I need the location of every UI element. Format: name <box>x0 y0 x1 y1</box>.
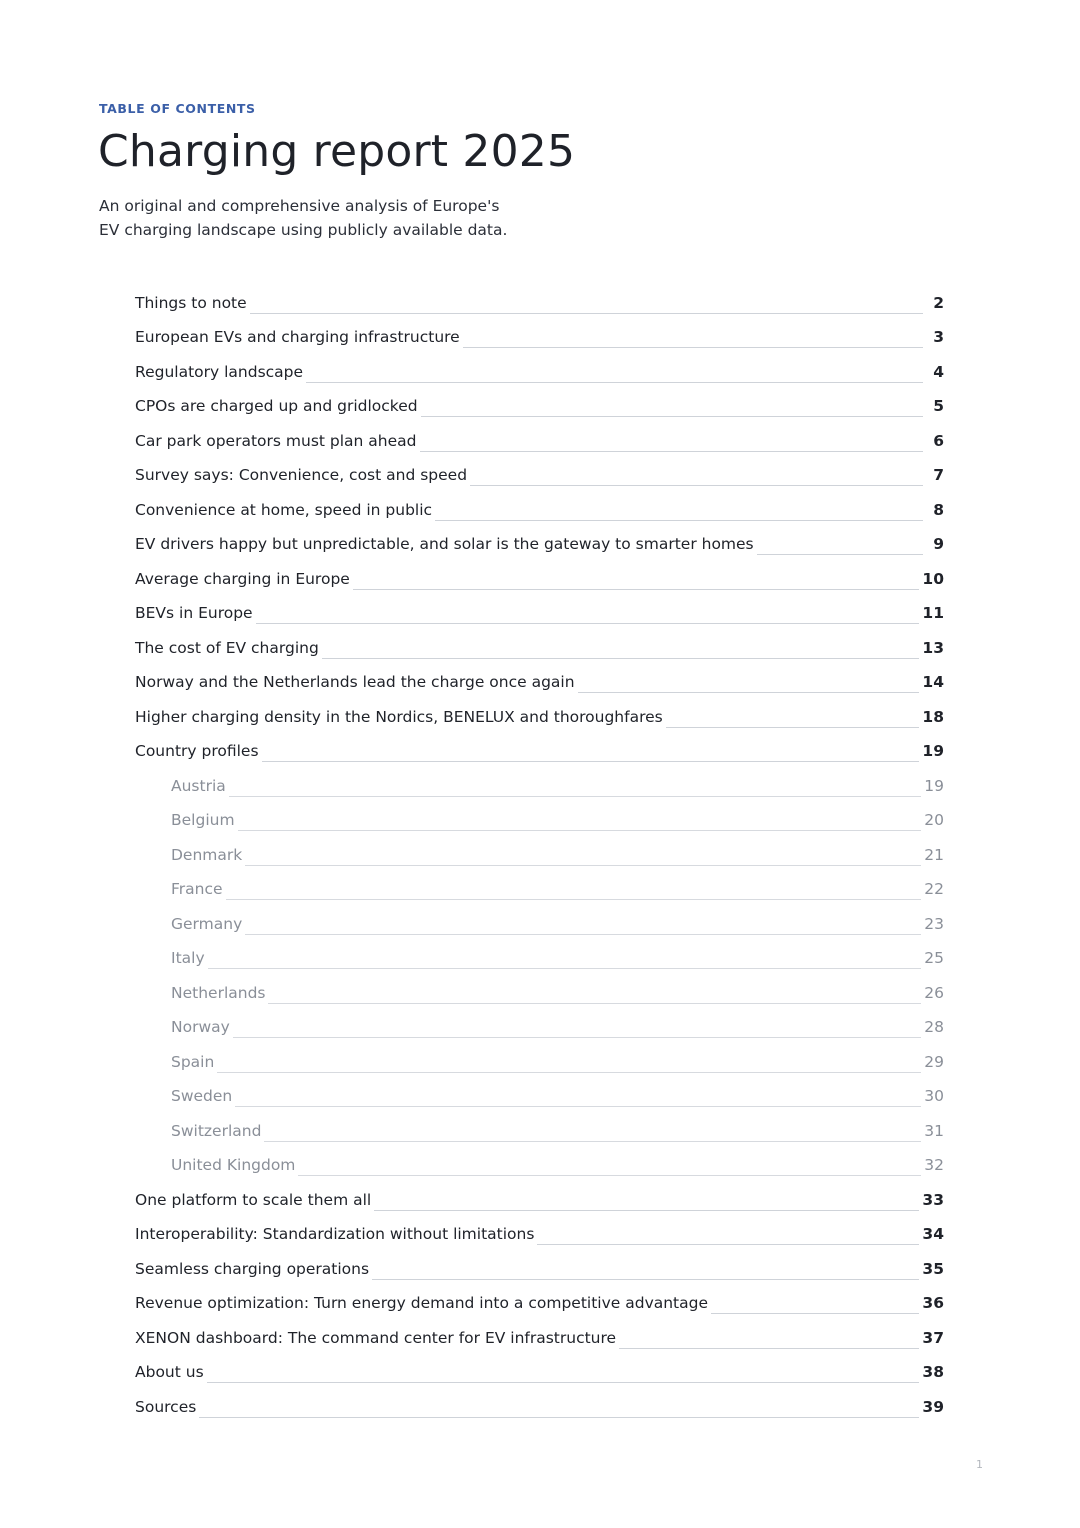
subtitle-line: EV charging landscape using publicly available data. <box>99 221 508 239</box>
section-kicker: TABLE OF CONTENTS <box>99 101 256 116</box>
toc-entry[interactable] <box>135 697 944 732</box>
toc-entry-label: BEVs in Europe <box>135 604 253 622</box>
toc-leader-line <box>233 1037 921 1038</box>
toc-page-number: 9 <box>933 535 944 553</box>
toc-page-number: 6 <box>933 431 944 450</box>
toc-entry-label: France <box>171 880 223 898</box>
toc-subentry[interactable] <box>135 1111 944 1146</box>
toc-subentry[interactable] <box>135 1042 944 1077</box>
toc-subentry[interactable] <box>135 766 944 801</box>
toc-entry-label: Convenience at home, speed in public <box>135 500 433 519</box>
toc-entry-label: Norway and the Netherlands lead the charge once again <box>135 673 575 691</box>
toc-entry[interactable] <box>135 1387 944 1422</box>
toc-leader-line <box>264 1141 921 1142</box>
toc-page-number: 20 <box>924 811 944 829</box>
toc-subentry[interactable] <box>135 1077 944 1112</box>
toc-leader-line <box>262 761 920 762</box>
toc-entry[interactable] <box>135 283 944 318</box>
toc-page-number: 34 <box>922 1225 944 1243</box>
toc-subentry[interactable] <box>135 801 944 836</box>
toc-entry[interactable] <box>135 1284 944 1319</box>
toc-entry-label: Things to note <box>135 293 247 312</box>
toc-entry-label: Germany <box>171 914 243 933</box>
toc-entry-label: Denmark <box>171 845 243 864</box>
toc-entry[interactable] <box>135 663 944 698</box>
toc-page-number: 31 <box>924 1121 944 1140</box>
table-of-contents <box>135 283 944 1422</box>
toc-subentry[interactable] <box>135 1008 944 1043</box>
toc-entry[interactable] <box>135 594 944 629</box>
toc-page-number: 14 <box>922 673 944 691</box>
toc-entry[interactable] <box>135 559 944 594</box>
toc-entry[interactable] <box>135 387 944 422</box>
toc-subentry[interactable] <box>135 1146 944 1181</box>
toc-entry-label: Revenue optimization: Turn energy demand into a competitive advantage <box>135 1294 709 1312</box>
toc-entry-label: Sources <box>135 1397 197 1416</box>
toc-leader-line <box>757 554 923 555</box>
toc-page-number: 5 <box>933 397 944 415</box>
toc-entry-label: Survey says: Convenience, cost and speed <box>135 466 468 484</box>
toc-leader-line <box>235 1106 921 1107</box>
toc-entry-label: Higher charging density in the Nordics, BENELUX and thoroughfares <box>135 707 663 726</box>
toc-entry-label: Regulatory landscape <box>135 362 304 381</box>
toc-leader-line <box>463 347 923 348</box>
toc-page-number: 32 <box>924 1156 944 1174</box>
toc-page-number: 36 <box>922 1294 944 1312</box>
toc-entry-label: European EVs and charging infrastructure <box>135 328 460 346</box>
toc-entry-label: About us <box>135 1363 204 1381</box>
toc-page-number: 10 <box>922 569 944 588</box>
toc-leader-line <box>208 968 922 969</box>
toc-entry[interactable] <box>135 628 944 663</box>
toc-page-number: 21 <box>924 845 944 864</box>
toc-page-number: 38 <box>922 1363 944 1381</box>
toc-subentry[interactable] <box>135 973 944 1008</box>
toc-leader-line <box>353 589 920 590</box>
toc-leader-line <box>711 1313 919 1314</box>
toc-page-number: 23 <box>924 914 944 933</box>
toc-leader-line <box>217 1072 921 1073</box>
toc-entry-label: Belgium <box>171 811 235 829</box>
toc-entry-label: Sweden <box>171 1087 233 1105</box>
toc-entry[interactable] <box>135 352 944 387</box>
toc-subentry[interactable] <box>135 870 944 905</box>
toc-entry[interactable] <box>135 525 944 560</box>
toc-entry[interactable] <box>135 732 944 767</box>
toc-page-number: 19 <box>924 776 944 795</box>
toc-entry[interactable] <box>135 1180 944 1215</box>
toc-page-number: 19 <box>922 742 944 760</box>
page-title: Charging report 2025 <box>98 126 576 177</box>
toc-entry-label: One platform to scale them all <box>135 1190 372 1209</box>
toc-page-number: 3 <box>933 328 944 346</box>
toc-entry-label: Switzerland <box>171 1121 262 1140</box>
toc-leader-line <box>268 1003 921 1004</box>
toc-leader-line <box>256 623 920 624</box>
toc-subentry[interactable] <box>135 835 944 870</box>
toc-entry[interactable] <box>135 1249 944 1284</box>
toc-subentry[interactable] <box>135 939 944 974</box>
toc-leader-line <box>245 865 921 866</box>
toc-entry[interactable] <box>135 456 944 491</box>
toc-leader-line <box>245 934 921 935</box>
page-number: 1 <box>976 1458 983 1471</box>
toc-page-number: 37 <box>922 1328 944 1347</box>
toc-leader-line <box>537 1244 919 1245</box>
toc-page-number: 11 <box>922 604 944 622</box>
toc-page-number: 22 <box>924 880 944 898</box>
toc-page-number: 39 <box>922 1397 944 1416</box>
toc-leader-line <box>322 658 920 659</box>
toc-leader-line <box>470 485 923 486</box>
toc-page-number: 18 <box>922 707 944 726</box>
toc-entry[interactable] <box>135 1353 944 1388</box>
toc-entry[interactable] <box>135 421 944 456</box>
toc-page-number: 25 <box>924 949 944 967</box>
toc-page-number: 33 <box>922 1190 944 1209</box>
toc-leader-line <box>619 1348 919 1349</box>
toc-page-number: 35 <box>922 1259 944 1278</box>
toc-entry[interactable] <box>135 1215 944 1250</box>
toc-leader-line <box>199 1417 919 1418</box>
toc-page-number: 28 <box>924 1018 944 1036</box>
toc-entry[interactable] <box>135 1318 944 1353</box>
toc-entry-label: Average charging in Europe <box>135 569 350 588</box>
toc-entry-label: Norway <box>171 1018 230 1036</box>
toc-leader-line <box>666 727 920 728</box>
toc-entry-label: The cost of EV charging <box>135 638 319 657</box>
toc-leader-line <box>435 520 923 521</box>
toc-entry-label: XENON dashboard: The command center for EV infrastructure <box>135 1328 617 1347</box>
toc-page-number: 8 <box>933 500 944 519</box>
toc-leader-line <box>374 1210 919 1211</box>
toc-entry-label: Netherlands <box>171 983 266 1002</box>
toc-page-number: 29 <box>924 1052 944 1071</box>
toc-leader-line <box>229 796 922 797</box>
toc-entry-label: Spain <box>171 1052 215 1071</box>
toc-leader-line <box>372 1279 919 1280</box>
toc-leader-line <box>578 692 920 693</box>
toc-entry-label: Italy <box>171 949 205 967</box>
toc-leader-line <box>420 451 924 452</box>
toc-leader-line <box>250 313 923 314</box>
toc-page-number: 26 <box>924 983 944 1002</box>
toc-entry-label: Car park operators must plan ahead <box>135 431 417 450</box>
toc-entry-label: Austria <box>171 776 226 795</box>
toc-entry-label: CPOs are charged up and gridlocked <box>135 397 418 415</box>
toc-leader-line <box>421 416 923 417</box>
toc-leader-line <box>238 830 922 831</box>
toc-entry-label: EV drivers happy but unpredictable, and solar is the gateway to smarter homes <box>135 535 754 553</box>
toc-page-number: 30 <box>924 1087 944 1105</box>
toc-page-number: 4 <box>933 362 944 381</box>
toc-page-number: 13 <box>922 638 944 657</box>
toc-leader-line <box>226 899 922 900</box>
page-subtitle <box>99 194 619 242</box>
toc-page-number: 2 <box>933 293 944 312</box>
toc-entry[interactable] <box>135 318 944 353</box>
subtitle-line: An original and comprehensive analysis of Europe's <box>99 197 500 215</box>
toc-leader-line <box>298 1175 921 1176</box>
toc-entry-label: United Kingdom <box>171 1156 296 1174</box>
toc-entry-label: Country profiles <box>135 742 259 760</box>
toc-subentry[interactable] <box>135 904 944 939</box>
toc-entry[interactable] <box>135 490 944 525</box>
toc-leader-line <box>207 1382 920 1383</box>
toc-entry-label: Interoperability: Standardization without limitations <box>135 1225 535 1243</box>
toc-leader-line <box>306 382 923 383</box>
toc-entry-label: Seamless charging operations <box>135 1259 370 1278</box>
toc-page-number: 7 <box>933 466 944 484</box>
